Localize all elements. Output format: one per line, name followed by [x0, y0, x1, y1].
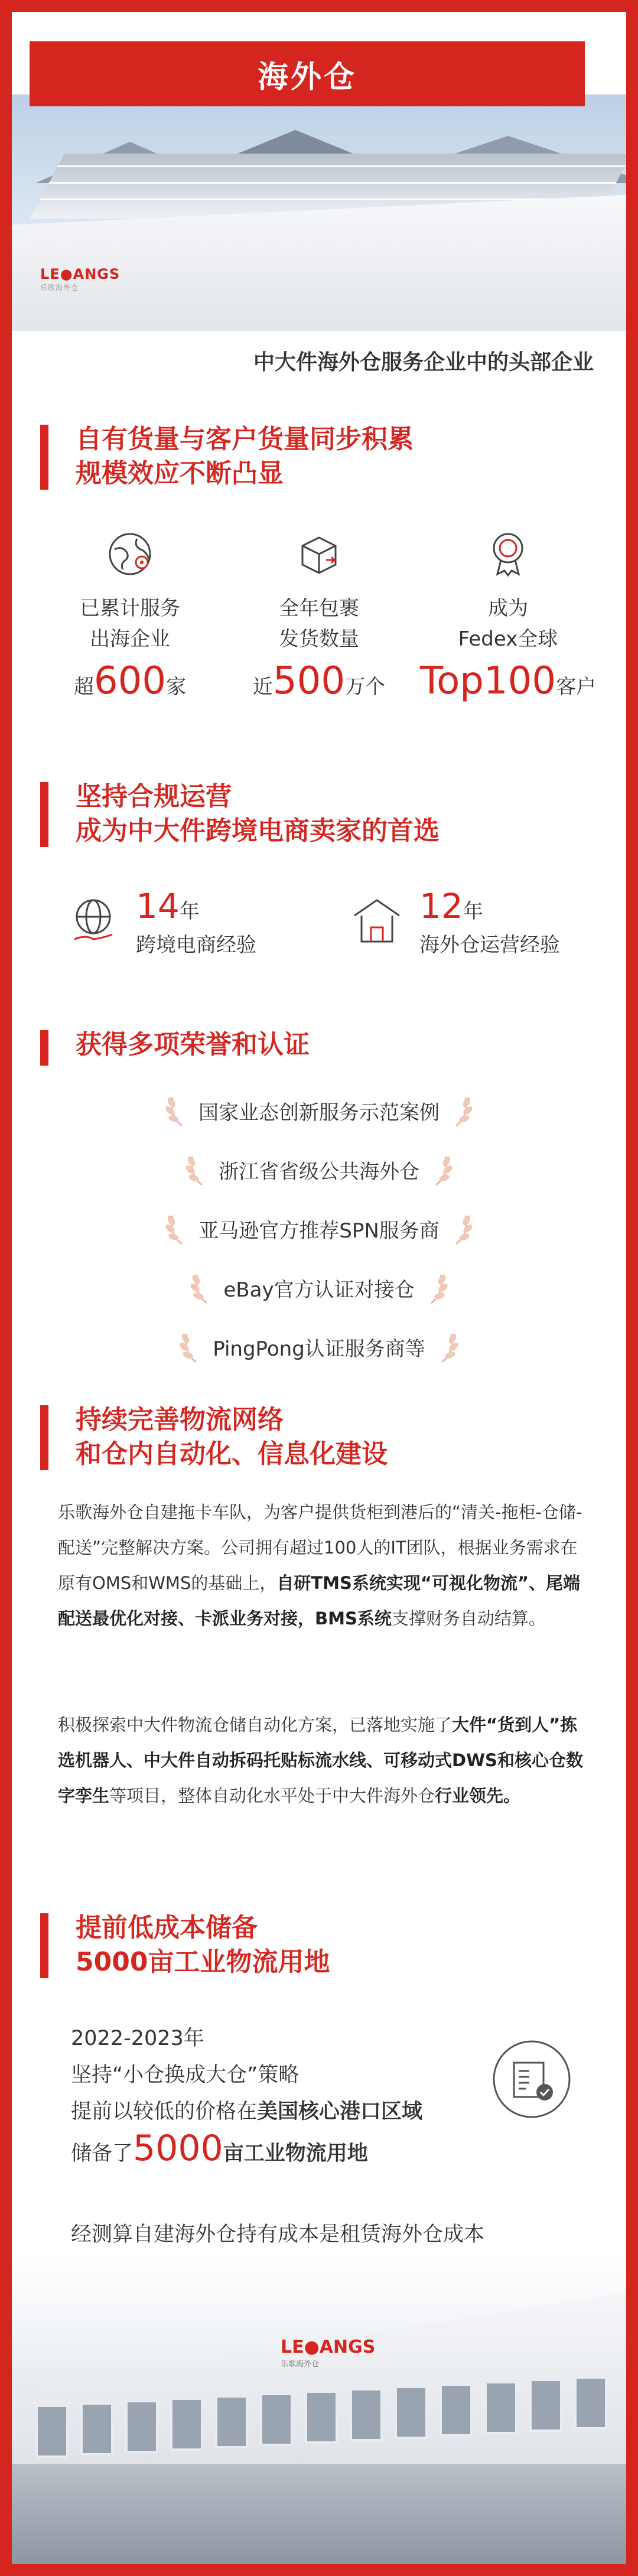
dock-door [170, 2398, 203, 2451]
globe-hand-icon [65, 892, 122, 949]
laurel-icon [189, 1270, 213, 1305]
land-document-icon [490, 2038, 573, 2121]
dock-door [574, 2376, 607, 2430]
section-title: 自有货量与客户货量同步积累 规模效应不断凸显 [76, 424, 414, 489]
dock-door [215, 2395, 248, 2448]
laurel-icon [430, 1152, 454, 1187]
honor-item [12, 1326, 626, 1367]
honor-item [12, 1267, 626, 1308]
land-reserve-text: 2022-2023年 坚持“小仓换成大仓”策略 提前以较低的价格在美国核心港口区域 储备了5000亩工业物流用地 [71, 2027, 423, 2169]
laurel-icon [425, 1270, 449, 1305]
hero-brand-logo: LE●ANGS 乐歌海外仓 [40, 266, 121, 292]
laurel-icon [164, 1211, 188, 1246]
stat-parcels: 全年包裹 发货数量 近500万个 [230, 526, 408, 703]
dock-door [484, 2381, 517, 2434]
honor-label: 国家业态创新服务示范案例 [198, 1100, 440, 1125]
dock-door [440, 2383, 473, 2437]
stat-fedex: 成为 Fedex全球 Top100客户 [419, 526, 597, 703]
dock-door [125, 2400, 158, 2453]
warehouse-icon [349, 892, 405, 949]
experience-warehouse: 12年 海外仓运营经验 [349, 886, 560, 958]
dock-door [395, 2386, 428, 2439]
honor-label: PingPong认证服务商等 [213, 1337, 425, 1361]
dock-door [529, 2379, 562, 2432]
award-medal-icon [480, 526, 536, 582]
section-land [40, 1911, 601, 1979]
export-globe-icon [102, 526, 158, 582]
cost-comparison-text: 经测算自建海外仓持有成本是租赁海外仓成本 [71, 2223, 485, 2246]
laurel-icon [164, 1093, 188, 1128]
section-compliance [40, 780, 601, 848]
page-frame [12, 12, 626, 2564]
honor-item [12, 1090, 626, 1131]
section-honors [40, 1028, 601, 1062]
logistics-paragraph-1: 乐歌海外仓自建拖卡车队，为客户提供货柜到港后的“清关-拖柜-仓储-配送”完整解决方案。公司拥有超过100人的IT团队，根据业务需求在原有OMS和WMS的基础上，自研TMS系统实现“可视化物流”、尾端配送最优化对接、卡派业务对接，BMS系统支撑财务自动结算。 [58, 1502, 582, 1629]
experience-cross-border: 14年 跨境电商经验 [65, 886, 256, 958]
section-title: 持续完善物流网络 和仓内自动化、信息化建设 [76, 1405, 388, 1469]
section-logistics [40, 1403, 601, 1471]
dock-door [35, 2405, 69, 2458]
package-shipping-icon [291, 526, 347, 582]
page-title: 海外仓 [30, 41, 585, 106]
honor-item [12, 1149, 626, 1190]
footer-brand-logo: LE●ANGS 乐歌海外仓 [281, 2337, 376, 2369]
honor-label: 浙江省省级公共海外仓 [219, 1160, 419, 1184]
logistics-paragraph-2: 积极探索中大件物流仓储自动化方案，已落地实施了大件“货到人”拣选机器人、中大件自动拆码托贴标流水线、可移动式DWS和核心仓数字孪生等项目，整体自动化水平处于中大件海外仓行业领先。 [58, 1715, 583, 1806]
honor-label: 亚马逊官方推荐SPN服务商 [198, 1219, 440, 1243]
laurel-icon [178, 1329, 202, 1364]
hero-warehouse-image [12, 95, 626, 331]
dock-door [80, 2402, 113, 2455]
dock-door [260, 2393, 293, 2446]
section-title: 获得多项荣誉和认证 [76, 1030, 310, 1060]
stat-clients: 已累计服务 出海企业 超600家 [41, 526, 219, 703]
dock-door [305, 2391, 338, 2444]
honor-label: eBay官方认证对接仓 [223, 1278, 415, 1302]
hero-tagline: 中大件海外仓服务企业中的头部企业 [253, 350, 594, 374]
footer-warehouse-image [12, 2257, 626, 2564]
section-scale [40, 422, 601, 491]
laurel-icon [450, 1093, 474, 1128]
section-title: 坚持合规运营 成为中大件跨境电商卖家的首选 [76, 781, 440, 846]
dock-door [350, 2388, 383, 2441]
laurel-icon [184, 1152, 208, 1187]
section-title: 提前低成本储备 5000亩工业物流用地 [76, 1913, 330, 1977]
honor-item [12, 1208, 626, 1249]
laurel-icon [450, 1211, 474, 1246]
laurel-icon [436, 1329, 460, 1364]
